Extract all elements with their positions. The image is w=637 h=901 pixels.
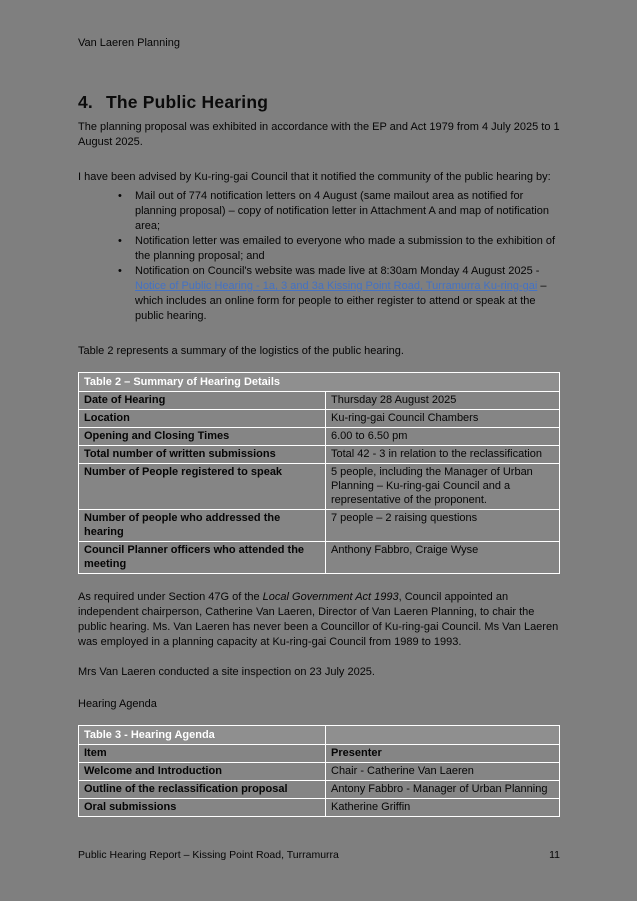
table2-label: Number of People registered to speak [79, 464, 326, 510]
bullet-website-pre: Notification on Council's website was made live at 8:30am Monday 4 August 2025 - [135, 265, 540, 277]
document-header: Van Laeren Planning [78, 37, 180, 49]
table2-label: Opening and Closing Times [79, 428, 326, 446]
table2-label: Date of Hearing [79, 392, 326, 410]
table-row [79, 763, 560, 781]
table3-item: Oral submissions [79, 799, 326, 817]
table2-value: 6.00 to 6.50 pm [326, 428, 560, 446]
table2-value: Total 42 - 3 in relation to the reclassification [326, 446, 560, 464]
table-row [79, 410, 560, 428]
table2-label: Council Planner officers who attended the meeting [79, 542, 326, 574]
table3-col-item: Item [79, 745, 326, 763]
table2-label: Total number of written submissions [79, 446, 326, 464]
chairperson-post: , Council appointed an independent chairperson, Catherine Van Laeren, Director of Van Laeren Planning, to chair the public hearing. Ms. Van Laeren has never been a Councillor of Ku-ring-gai Council. Ms Van Laeren was employed in a planning capacity at Ku-ring-gai Council from 1989 to 1993. [78, 591, 559, 648]
table2-title-row [79, 373, 560, 392]
table-row [79, 392, 560, 410]
table-row [79, 542, 560, 574]
table2-label: Location [79, 410, 326, 428]
paragraph-table2-intro: Table 2 represents a summary of the logistics of the public hearing. [78, 345, 404, 357]
bullet-mailout: • Mail out of 774 notification letters on 4 August (same mailout area as notified for planning proposal) – copy of notification letter in Attachment A and map of notification area; [118, 189, 560, 234]
table3-presenter: Chair - Catherine Van Laeren [326, 763, 560, 781]
table3-col-presenter: Presenter [326, 745, 560, 763]
bullet-email: • Notification letter was emailed to everyone who made a submission to the exhibition of the planning proposal; and [118, 234, 560, 264]
paragraph-chairperson [78, 590, 560, 650]
table3-title-row [79, 726, 560, 745]
table2-title: Table 2 – Summary of Hearing Details [79, 373, 560, 392]
table3-presenter: Antony Fabbro - Manager of Urban Planning [326, 781, 560, 799]
table2-value: 5 people, including the Manager of Urban Planning – Ku-ring-gai Council and a representative of the proponent. [326, 464, 560, 510]
footer-page-number: 11 [549, 849, 560, 861]
table-row [79, 781, 560, 799]
table-row [79, 446, 560, 464]
table3-item: Welcome and Introduction [79, 763, 326, 781]
table2-label: Number of people who addressed the hearing [79, 510, 326, 542]
table3-presenter: Katherine Griffin [326, 799, 560, 817]
table-row [79, 428, 560, 446]
table2-value: Thursday 28 August 2025 [326, 392, 560, 410]
table3-header-row [79, 745, 560, 763]
bullet-website [118, 264, 560, 324]
table2-value: Ku-ring-gai Council Chambers [326, 410, 560, 428]
act-title-italic: Local Government Act 1993 [262, 591, 399, 603]
table2-value: Anthony Fabbro, Craige Wyse [326, 542, 560, 574]
table-hearing-agenda [78, 725, 560, 817]
table-hearing-details [78, 372, 560, 574]
table3-title-spacer [326, 726, 560, 745]
table-row [79, 799, 560, 817]
footer-title: Public Hearing Report – Kissing Point Road, Turramurra [78, 849, 339, 861]
section-heading [78, 92, 560, 113]
hearing-agenda-label: Hearing Agenda [78, 698, 157, 710]
table-row [79, 510, 560, 542]
section-title: The Public Hearing [106, 92, 269, 112]
table-row [79, 464, 560, 510]
paragraph-site-inspection: Mrs Van Laeren conducted a site inspection on 23 July 2025. [78, 666, 375, 678]
bullet-website-post: – which includes an online form for people to either register to attend or speak at the public hearing. [135, 280, 547, 322]
chairperson-pre: As required under Section 47G of the [78, 591, 263, 603]
table2-value: 7 people – 2 raising questions [326, 510, 560, 542]
table3-item: Outline of the reclassification proposal [79, 781, 326, 799]
table3-title: Table 3 - Hearing Agenda [79, 726, 326, 745]
public-hearing-notice-link[interactable]: Notice of Public Hearing - 1a, 3 and 3a Kissing Point Road, Turramurra Ku-ring-gai [135, 280, 538, 292]
document-footer [78, 849, 560, 862]
paragraph-exhibition: The planning proposal was exhibited in accordance with the EP and Act 1979 from 4 July 2025 to 1 August 2025. [78, 121, 560, 148]
notification-bullet-list [78, 189, 560, 324]
paragraph-advised: I have been advised by Ku-ring-gai Council that it notified the community of the public hearing by: [78, 171, 551, 183]
section-number: 4. [78, 92, 93, 112]
